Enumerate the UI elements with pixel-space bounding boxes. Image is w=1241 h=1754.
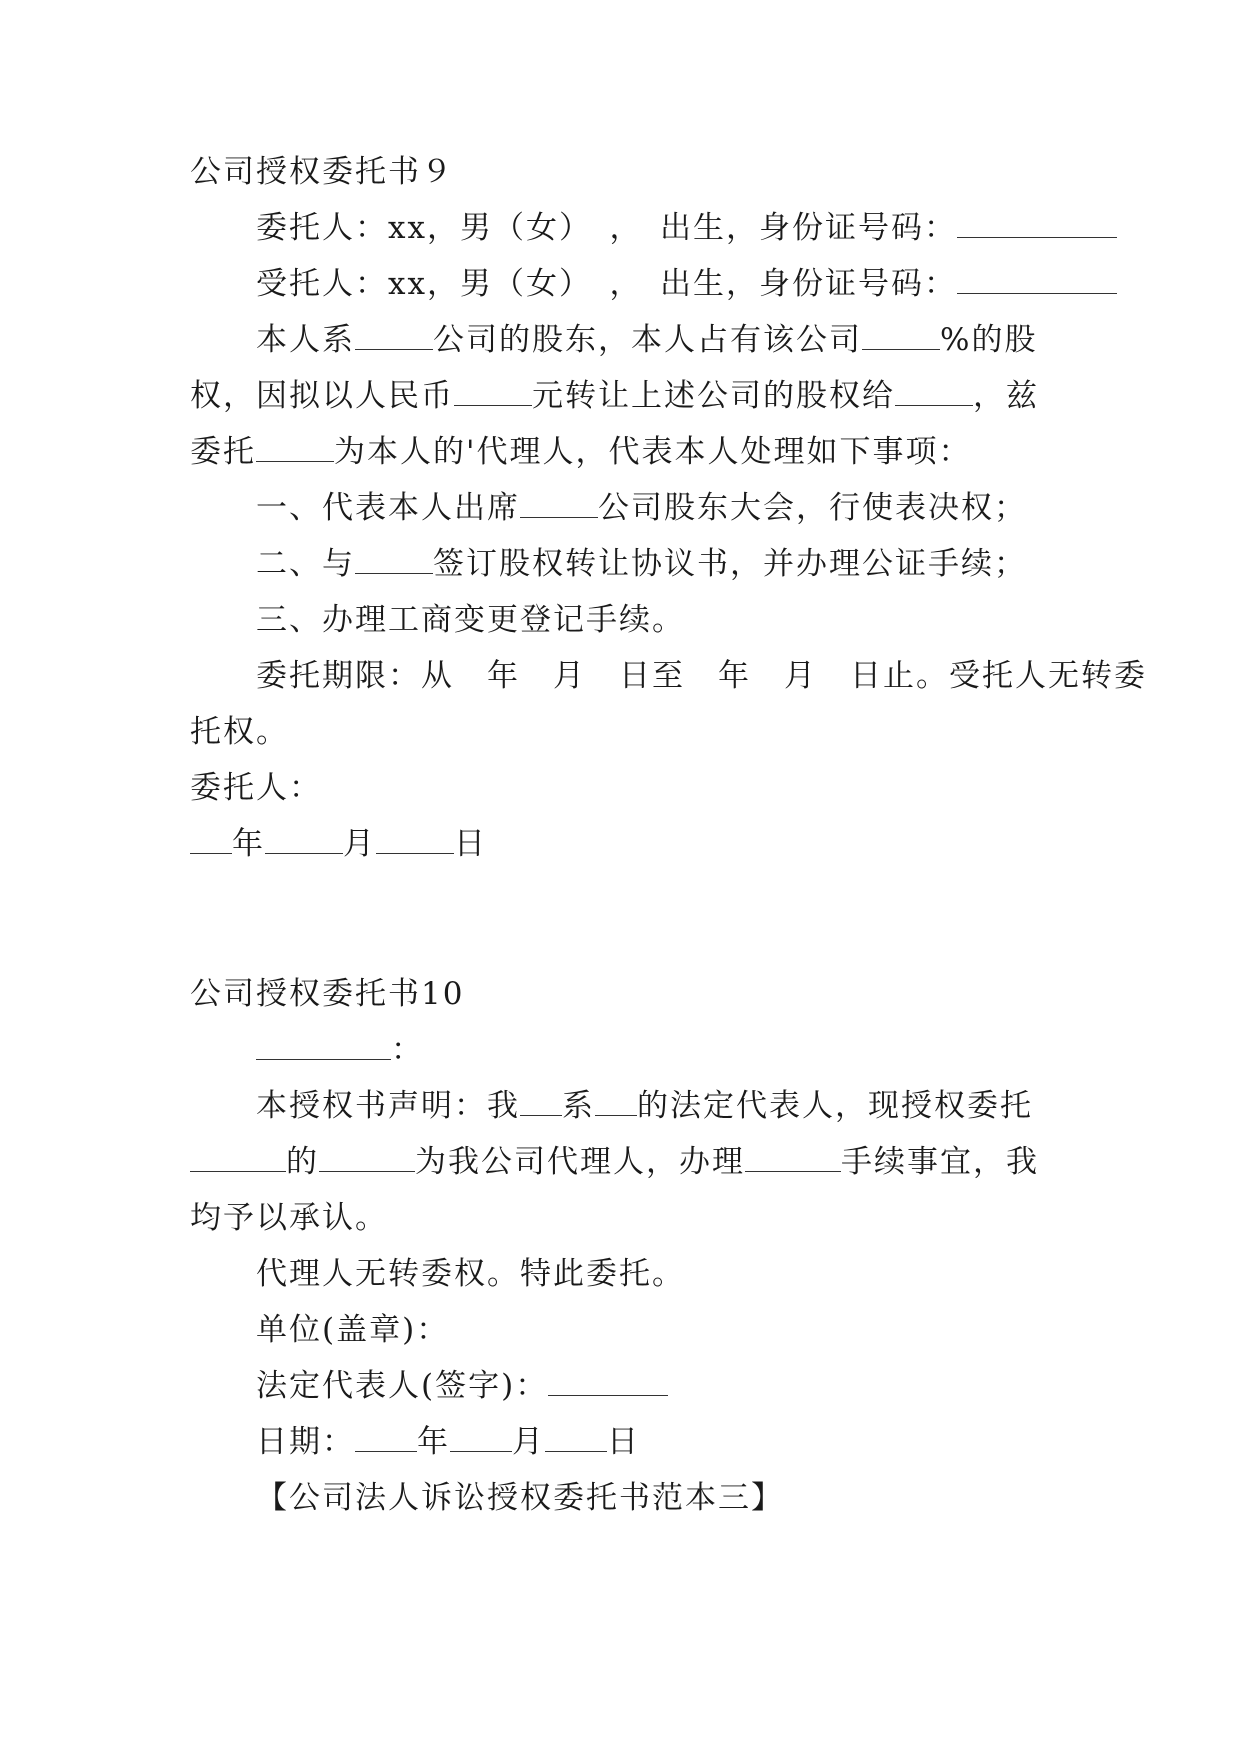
doc9-period: 委托期限：从 年 月 日至 年 月 日止。受托人无转委	[256, 658, 1147, 694]
doc10-no-transfer: 代理人无转委权。特此委托。	[256, 1256, 685, 1292]
doc9-item-1	[256, 488, 1060, 528]
doc10-title: 公司授权委托书10	[190, 976, 465, 1012]
year-blank	[355, 1425, 417, 1452]
doc9-principal-line	[256, 208, 1060, 248]
agent-name-blank	[256, 435, 334, 462]
text: 系	[562, 1088, 595, 1124]
text: 公司的股东，本人占有该公司	[433, 322, 862, 358]
party-blank	[355, 547, 433, 574]
company-blank	[355, 323, 433, 350]
day-blank	[545, 1425, 607, 1452]
doc9-item-3: 三、办理工商变更登记手续。	[256, 602, 685, 638]
doc9-principal: 委托人：xx，男（女） ， 出生，身份证号码：	[256, 210, 957, 246]
text: 一、代表本人出席	[256, 490, 520, 526]
amount-blank	[454, 379, 532, 406]
text: 日期：	[256, 1424, 355, 1460]
doc10-unit-seal: 单位(盖章)：	[256, 1312, 450, 1348]
month-blank	[450, 1425, 512, 1452]
doc10-declaration-line-2	[190, 1142, 1060, 1182]
agent-id-blank	[957, 267, 1117, 294]
meeting-company-blank	[520, 491, 598, 518]
doc10-declaration-line-1	[256, 1086, 1060, 1126]
text: 本人系	[256, 322, 355, 358]
doc9-signature-label: 委托人：	[190, 770, 322, 806]
text: 年	[232, 826, 265, 862]
principal-id-blank	[957, 211, 1117, 238]
doc9-period-continued: 托权。	[190, 714, 289, 750]
text: 日	[607, 1424, 640, 1460]
next-section-heading: 【公司法人诉讼授权委托书范本三】	[256, 1480, 784, 1516]
text: 二、与	[256, 546, 355, 582]
doc10-addressee-line	[256, 1030, 1060, 1070]
text: 权，因拟以人民币	[190, 378, 454, 414]
doc9-date-line	[190, 824, 1060, 864]
doc9-agent: 受托人：xx，男（女） ， 出生，身份证号码：	[256, 266, 957, 302]
year-blank	[190, 827, 232, 854]
text: 的法定代表人，现授权委托	[637, 1088, 1033, 1124]
text: 日	[454, 826, 487, 862]
text: 月	[343, 826, 376, 862]
doc9-title: 公司授权委托书９	[190, 154, 454, 190]
month-blank	[265, 827, 343, 854]
name-blank	[520, 1089, 562, 1116]
text: %的股	[940, 322, 1038, 358]
text: 手续事宜，我	[841, 1144, 1039, 1180]
transferee-blank	[895, 379, 973, 406]
text: 委托	[190, 434, 256, 470]
text: 法定代表人(签字)：	[256, 1368, 549, 1404]
text: 签订股权转让协议书，并办理公证手续；	[433, 546, 1027, 582]
addressee-blank	[256, 1033, 391, 1060]
org-blank	[190, 1145, 286, 1172]
text: ，兹	[973, 378, 1039, 414]
doc9-paragraph-line-3	[190, 432, 1060, 472]
matter-blank	[745, 1145, 841, 1172]
text: 公司股东大会，行使表决权；	[598, 490, 1027, 526]
agent-blank	[319, 1145, 415, 1172]
doc10-date-line	[256, 1422, 1060, 1462]
day-blank	[376, 827, 454, 854]
doc10-legal-rep-line	[256, 1366, 1060, 1406]
doc9-paragraph-line-1	[256, 320, 1060, 360]
doc9-agent-line	[256, 264, 1060, 304]
signature-blank	[548, 1369, 668, 1396]
text: ：	[391, 1032, 424, 1068]
percent-blank	[862, 323, 940, 350]
company-blank	[595, 1089, 637, 1116]
doc10-declaration-line-3: 均予以承认。	[190, 1200, 388, 1236]
text: 元转让上述公司的股权给	[532, 378, 895, 414]
text: 本授权书声明：我	[256, 1088, 520, 1124]
text: 年	[417, 1424, 450, 1460]
text: 的	[286, 1144, 319, 1180]
doc9-item-2	[256, 544, 1060, 584]
text: 为本人的'代理人，代表本人处理如下事项：	[334, 434, 972, 470]
doc9-paragraph-line-2	[190, 376, 1060, 416]
text: 月	[512, 1424, 545, 1460]
text: 为我公司代理人，办理	[415, 1144, 745, 1180]
